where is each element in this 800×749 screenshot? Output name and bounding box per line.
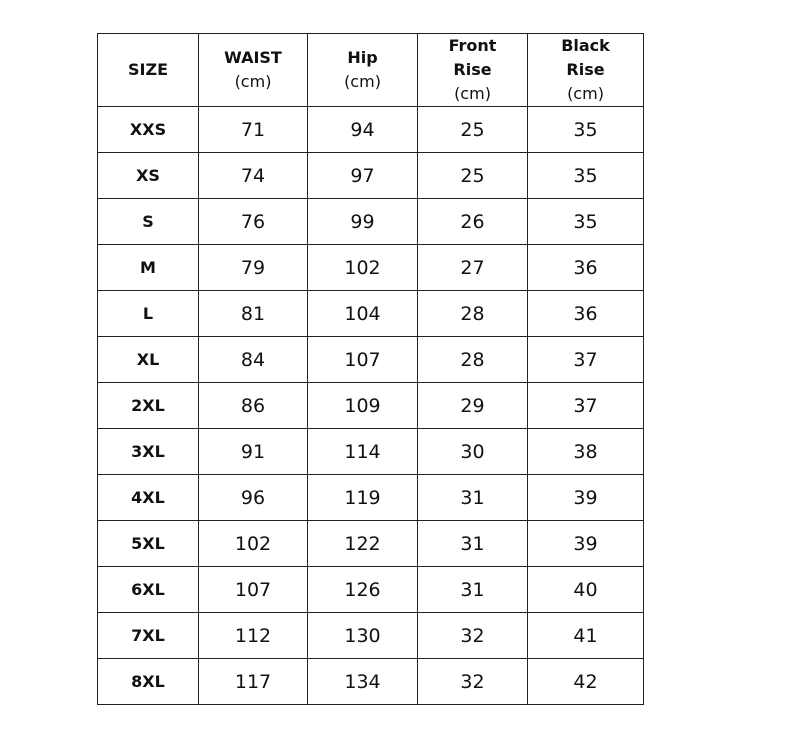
hip-cell: 102	[308, 245, 418, 291]
size-cell: 5XL	[98, 521, 199, 567]
size-cell: 7XL	[98, 613, 199, 659]
black-rise-cell: 36	[528, 291, 644, 337]
waist-cell: 79	[199, 245, 308, 291]
front-rise-cell: 31	[418, 475, 528, 521]
table-row	[98, 429, 644, 475]
black-rise-cell: 38	[528, 429, 644, 475]
hip-cell: 99	[308, 199, 418, 245]
hip-cell: 114	[308, 429, 418, 475]
table-row	[98, 383, 644, 429]
front-rise-cell: 29	[418, 383, 528, 429]
hip-cell: 130	[308, 613, 418, 659]
size-cell: 3XL	[98, 429, 199, 475]
black-rise-cell: 37	[528, 383, 644, 429]
hip-cell: 97	[308, 153, 418, 199]
table-row	[98, 475, 644, 521]
black-rise-cell: 39	[528, 521, 644, 567]
waist-cell: 112	[199, 613, 308, 659]
waist-cell: 74	[199, 153, 308, 199]
size-cell: 4XL	[98, 475, 199, 521]
waist-cell: 96	[199, 475, 308, 521]
header-row	[98, 34, 644, 107]
waist-cell: 107	[199, 567, 308, 613]
front-rise-cell: 28	[418, 291, 528, 337]
black-rise-cell: 35	[528, 107, 644, 153]
header-waist: WAIST (cm)	[199, 34, 308, 107]
size-cell: M	[98, 245, 199, 291]
black-rise-cell: 42	[528, 659, 644, 705]
waist-cell: 91	[199, 429, 308, 475]
front-rise-cell: 28	[418, 337, 528, 383]
front-rise-cell: 27	[418, 245, 528, 291]
hip-cell: 107	[308, 337, 418, 383]
hip-cell: 119	[308, 475, 418, 521]
front-rise-cell: 31	[418, 521, 528, 567]
black-rise-cell: 36	[528, 245, 644, 291]
table-row	[98, 567, 644, 613]
size-cell: 8XL	[98, 659, 199, 705]
table-header	[98, 34, 644, 107]
header-hip: Hip (cm)	[308, 34, 418, 107]
header-front-rise: Front Rise (cm)	[418, 34, 528, 107]
hip-cell: 109	[308, 383, 418, 429]
header-size: SIZE	[98, 34, 199, 107]
hip-cell: 104	[308, 291, 418, 337]
hip-cell: 122	[308, 521, 418, 567]
front-rise-cell: 26	[418, 199, 528, 245]
front-rise-cell: 32	[418, 613, 528, 659]
table-row	[98, 613, 644, 659]
front-rise-cell: 30	[418, 429, 528, 475]
size-cell: XS	[98, 153, 199, 199]
hip-cell: 94	[308, 107, 418, 153]
black-rise-cell: 37	[528, 337, 644, 383]
table-row	[98, 291, 644, 337]
waist-cell: 117	[199, 659, 308, 705]
table-row	[98, 659, 644, 705]
size-cell: 6XL	[98, 567, 199, 613]
table-row	[98, 199, 644, 245]
waist-cell: 81	[199, 291, 308, 337]
table-row	[98, 521, 644, 567]
black-rise-cell: 35	[528, 153, 644, 199]
table-row	[98, 153, 644, 199]
table-row	[98, 337, 644, 383]
header-black-rise: Black Rise (cm)	[528, 34, 644, 107]
size-cell: XL	[98, 337, 199, 383]
waist-cell: 71	[199, 107, 308, 153]
size-cell: XXS	[98, 107, 199, 153]
waist-cell: 102	[199, 521, 308, 567]
table-row	[98, 245, 644, 291]
size-chart-table	[97, 33, 644, 705]
black-rise-cell: 35	[528, 199, 644, 245]
waist-cell: 86	[199, 383, 308, 429]
hip-cell: 126	[308, 567, 418, 613]
black-rise-cell: 41	[528, 613, 644, 659]
size-cell: S	[98, 199, 199, 245]
waist-cell: 84	[199, 337, 308, 383]
size-cell: L	[98, 291, 199, 337]
front-rise-cell: 32	[418, 659, 528, 705]
waist-cell: 76	[199, 199, 308, 245]
front-rise-cell: 25	[418, 153, 528, 199]
black-rise-cell: 40	[528, 567, 644, 613]
hip-cell: 134	[308, 659, 418, 705]
front-rise-cell: 31	[418, 567, 528, 613]
table-body	[98, 107, 644, 705]
black-rise-cell: 39	[528, 475, 644, 521]
size-cell: 2XL	[98, 383, 199, 429]
table-row	[98, 107, 644, 153]
front-rise-cell: 25	[418, 107, 528, 153]
